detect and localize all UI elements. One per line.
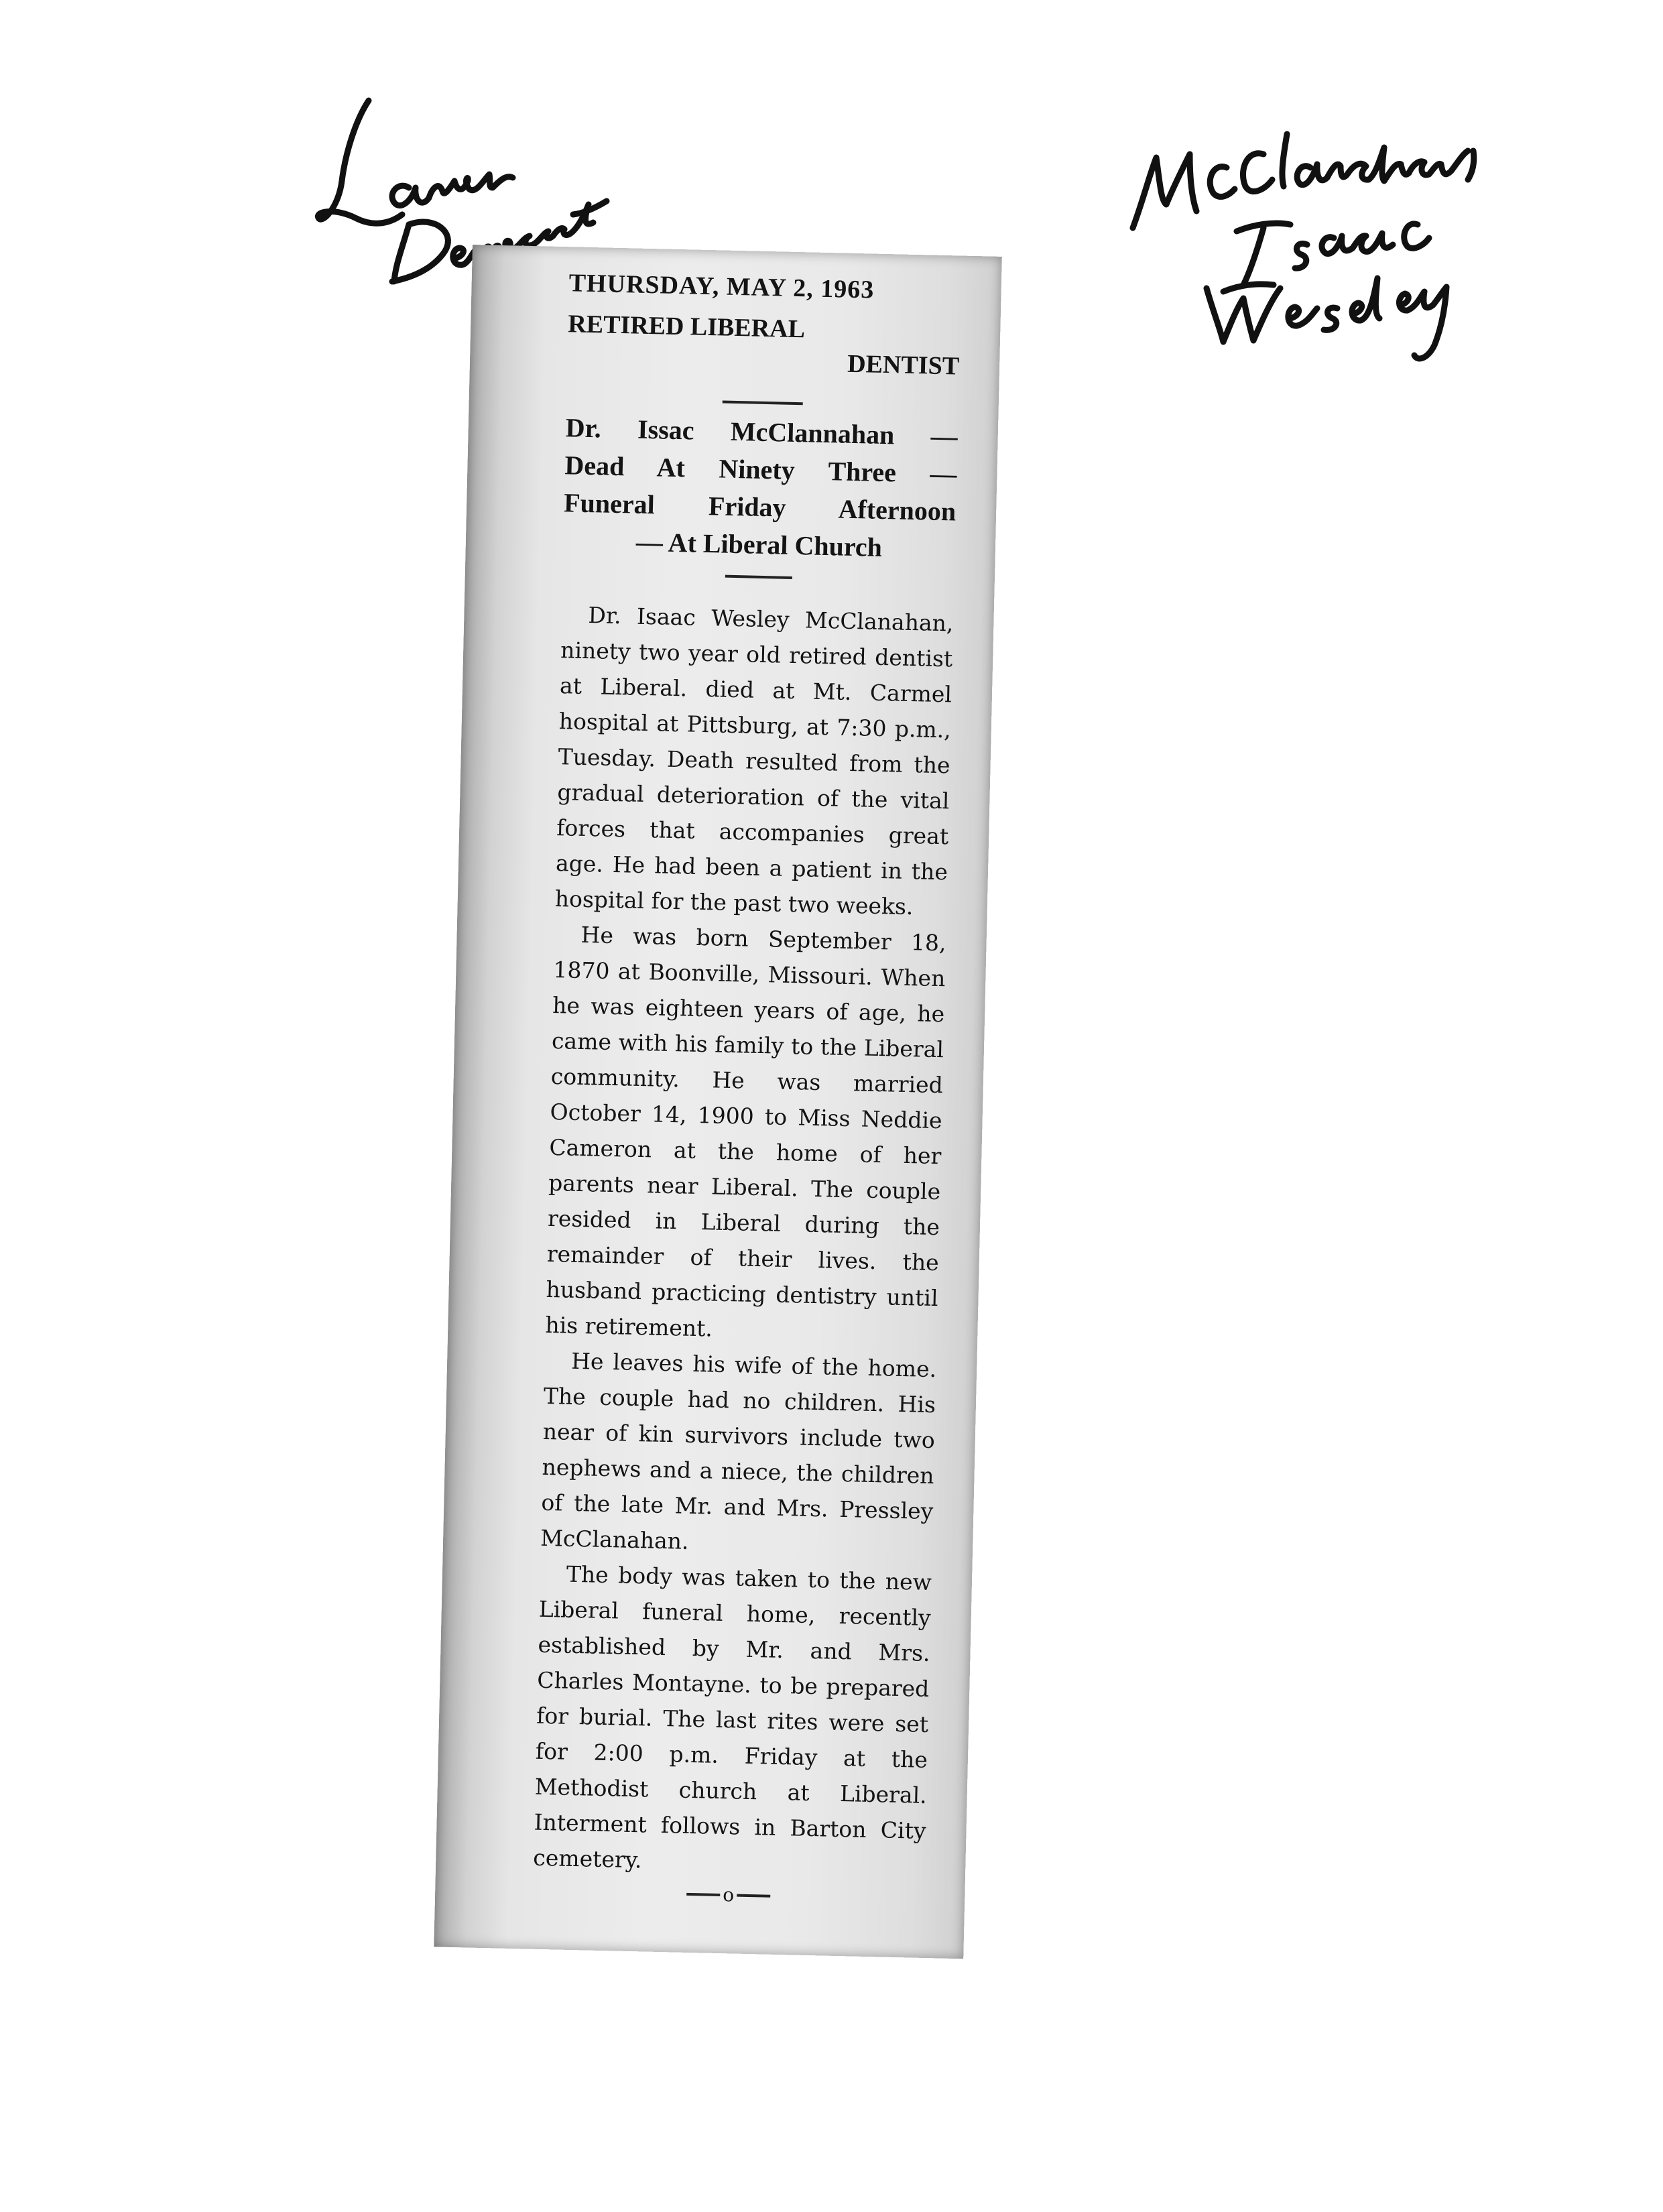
clipping-kicker-line-2: DENTIST (847, 349, 960, 381)
end-mark-bar-right (737, 1894, 770, 1898)
end-mark-bar-left (686, 1893, 720, 1896)
clipping-headline (562, 409, 958, 568)
headline-line-3: Funeral Friday Afternoon (563, 487, 957, 527)
end-mark-symbol: o (722, 1884, 735, 1906)
article-paragraph-1: Dr. Isaac Wesley McClanahan, ninety two year old retired dentist at Liberal. died at Mt. Carmel hospital at Pittsburg, at 7:30 p.m., Tuesday. Death resulted from the gradual deterioration of the vital forces that accompanies great age. He had been a patient in the hospital for the past two weeks. (554, 602, 954, 920)
article-paragraph-4: The body was taken to the new Liberal funeral home, recently established by Mr. and Mrs. Charles Montayne. to be prepared for burial. The last rites were set for 2:00 p.m. Friday at the Methodist church at Liberal. Interment follows in Barton City cemetery. (532, 1560, 932, 1873)
headline-line-1: Dr. Issac McClannahan — (565, 412, 959, 452)
headline-divider-bottom (725, 575, 792, 579)
newspaper-clipping (434, 245, 1001, 1959)
handwritten-note-mcclanahan-isaac-wesley (1119, 87, 1495, 369)
clipping-dateline: THURSDAY, MAY 2, 1963 (568, 269, 875, 304)
clipping-kicker-line-1: RETIRED LIBERAL (567, 310, 806, 344)
handwriting-mcclanahan-drawing (1119, 87, 1495, 369)
article-body (533, 597, 954, 1884)
clipping-content (532, 260, 962, 1945)
article-end-mark (532, 1881, 925, 1910)
headline-divider-top (722, 401, 802, 406)
headline-line-2: Dead At Ninety Three — (564, 450, 957, 489)
article-paragraph-2: He was born September 18, 1870 at Boonville, Missouri. When he was eighteen years of age, he came with his family to the Liberal community. He was married October 14, 1900 to Miss Neddie Cameron at the home of her parents near Liberal. The couple resided in Liberal during the remainder of their lives. the husband practicing dentistry until his retirement. (545, 921, 946, 1342)
article-paragraph-3: He leaves his wife of the home. The couple had no children. His near of kin survivors include two nephews and a niece, the children of the late Mr. and Mrs. Pressley McClanahan. (540, 1347, 937, 1554)
headline-line-4: — At Liberal Church (635, 526, 883, 562)
